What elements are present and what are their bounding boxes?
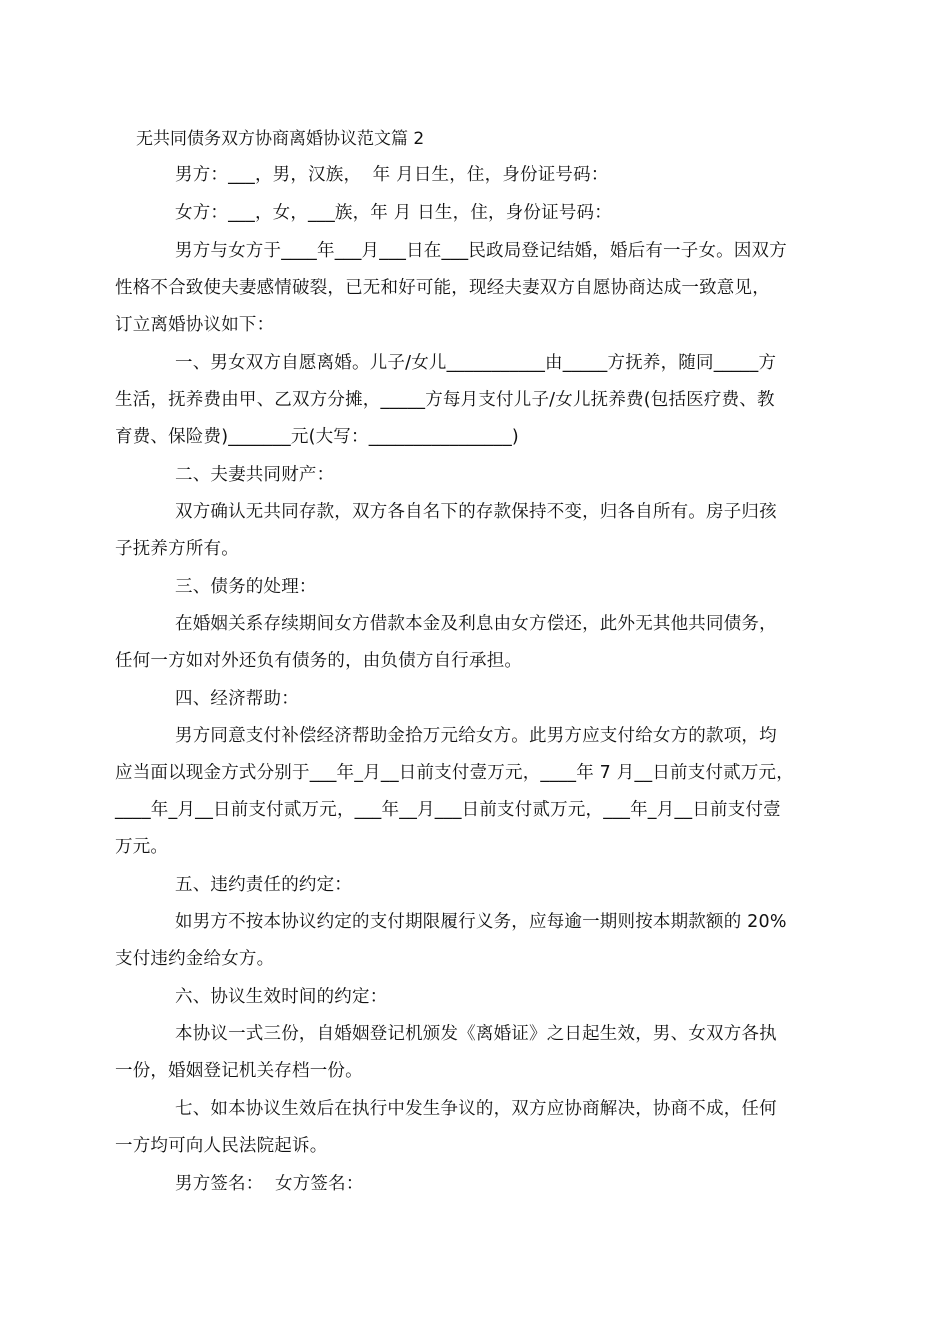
clause-1-line: 一、男女双方自愿离婚。儿子/女儿___________由_____方抚养，随同_____方 bbox=[175, 353, 777, 373]
party-husband-line: 男方：___，男，汉族， 年 月日生，住，身份证号码： bbox=[175, 165, 609, 185]
clause-7-line: 一方均可向人民法院起诉。 bbox=[115, 1136, 328, 1156]
clause-2-line: 子抚养方所有。 bbox=[115, 539, 239, 559]
clause-4-line: 男方同意支付补偿经济帮助金拾万元给女方。此男方应支付给女方的款项，均 bbox=[175, 726, 777, 746]
clause-2-line: 双方确认无共同存款，双方各自名下的存款保持不变，归各自所有。房子归孩 bbox=[175, 502, 777, 522]
clause-4-heading: 四、经济帮助： bbox=[175, 689, 299, 709]
clause-4-line: ____年_月__日前支付贰万元，___年__月___日前支付贰万元，___年_月__日前支付壹 bbox=[115, 800, 781, 820]
clause-3-line: 在婚姻关系存续期间女方借款本金及利息由女方偿还，此外无其他共同债务， bbox=[175, 614, 777, 634]
intro-paragraph-line: 男方与女方于____年___月___日在___民政局登记结婚，婚后有一子女。因双方 bbox=[175, 241, 787, 261]
clause-6-line: 本协议一式三份，自婚姻登记机颁发《离婚证》之日起生效，男、女双方各执 bbox=[175, 1024, 777, 1044]
clause-3-line: 任何一方如对外还负有债务的，由负债方自行承担。 bbox=[115, 651, 523, 671]
intro-paragraph-line: 性格不合致使夫妻感情破裂，已无和好可能，现经夫妻双方自愿协商达成一致意见， bbox=[115, 278, 770, 298]
clause-5-heading: 五、违约责任的约定： bbox=[175, 875, 352, 895]
clause-5-line: 支付违约金给女方。 bbox=[115, 949, 275, 969]
clause-4-line: 万元。 bbox=[115, 837, 169, 857]
clause-6-line: 一份，婚姻登记机关存档一份。 bbox=[115, 1061, 363, 1081]
clause-6-heading: 六、协议生效时间的约定： bbox=[175, 987, 388, 1007]
clause-5-line: 如男方不按本协议约定的支付期限履行义务，应每逾一期则按本期款额的 20% bbox=[175, 912, 787, 932]
clause-3-heading: 三、债务的处理： bbox=[175, 577, 317, 597]
clause-7-line: 七、如本协议生效后在执行中发生争议的，双方应协商解决，协商不成，任何 bbox=[175, 1099, 777, 1119]
clause-1-line: 生活，抚养费由甲、乙双方分摊，_____方每月支付儿子/女儿抚养费(包括医疗费、教 bbox=[115, 390, 775, 410]
signature-line: 男方签名： 女方签名： bbox=[175, 1174, 364, 1194]
party-wife-line: 女方：___，女，___族，年 月 日生，住，身份证号码： bbox=[175, 203, 612, 223]
clause-4-line: 应当面以现金方式分别于___年_月__日前支付壹万元，____年 7 月__日前支付贰万元， bbox=[115, 763, 794, 783]
document-title: 无共同债务双方协商离婚协议范文篇 2 bbox=[136, 129, 425, 149]
intro-paragraph-line: 订立离婚协议如下： bbox=[115, 315, 275, 335]
clause-1-line: 育费、保险费)_______元(大写：________________) bbox=[115, 427, 519, 447]
clause-2-heading: 二、夫妻共同财产： bbox=[175, 465, 335, 485]
